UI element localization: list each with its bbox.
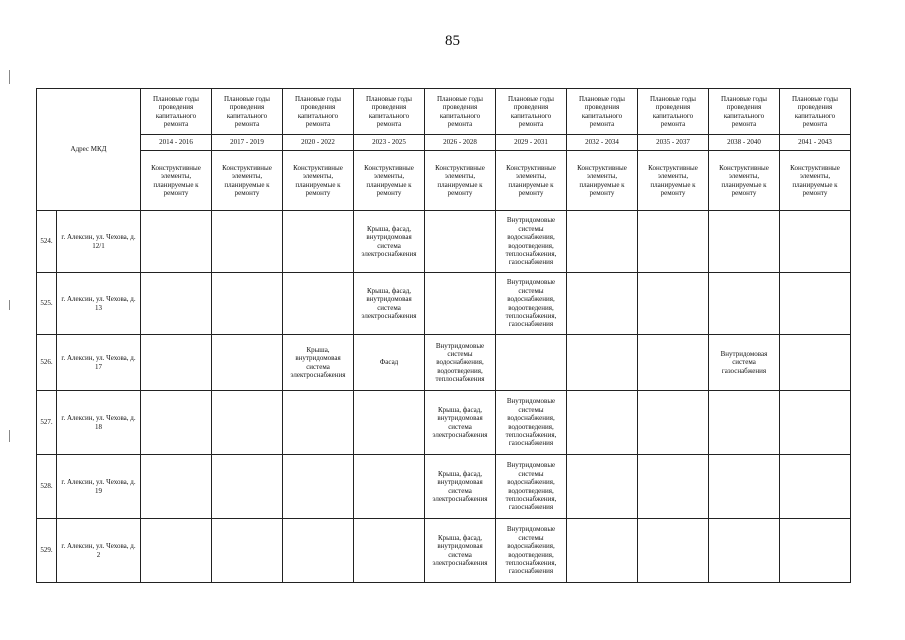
row-number: 525. — [37, 273, 57, 335]
period-years: 2014 - 2016 — [141, 135, 212, 151]
repair-elements-cell — [780, 519, 851, 583]
building-address: г. Алексин, ул. Чехова, д. 2 — [57, 519, 141, 583]
period-years: 2032 - 2034 — [567, 135, 638, 151]
period-subheading: Конструктивные элементы, планируемые к ремонту — [354, 151, 425, 211]
repair-elements-cell — [780, 335, 851, 391]
repair-elements-cell — [212, 455, 283, 519]
repair-elements-cell: Внутридомовые системы водоснабжения, водоотведения, теплоснабжения, газоснабжения — [496, 455, 567, 519]
repair-elements-cell — [638, 335, 709, 391]
repair-elements-cell: Внутридомовые системы водоснабжения, водоотведения, теплоснабжения — [425, 335, 496, 391]
table-row — [37, 455, 851, 519]
repair-elements-cell: Крыша, фасад, внутридомовая система электроснабжения — [425, 519, 496, 583]
repair-elements-cell — [141, 211, 212, 273]
row-number: 524. — [37, 211, 57, 273]
repair-elements-cell — [425, 211, 496, 273]
period-years: 2026 - 2028 — [425, 135, 496, 151]
period-heading: Плановые годы проведения капитального ремонта — [141, 89, 212, 135]
repair-elements-cell — [780, 455, 851, 519]
building-address: г. Алексин, ул. Чехова, д. 19 — [57, 455, 141, 519]
period-subheading: Конструктивные элементы, планируемые к ремонту — [283, 151, 354, 211]
period-heading: Плановые годы проведения капитального ремонта — [354, 89, 425, 135]
repair-elements-cell: Внутридомовые системы водоснабжения, водоотведения, теплоснабжения, газоснабжения — [496, 519, 567, 583]
capital-repair-plan-table — [36, 88, 851, 583]
repair-elements-cell — [709, 519, 780, 583]
table-row — [37, 335, 851, 391]
repair-elements-cell — [780, 211, 851, 273]
repair-elements-cell — [212, 519, 283, 583]
repair-elements-cell: Крыша, фасад, внутридомовая система электроснабжения — [354, 211, 425, 273]
repair-elements-cell: Крыша, фасад, внутридомовая система электроснабжения — [425, 455, 496, 519]
table-row — [37, 273, 851, 335]
building-address: г. Алексин, ул. Чехова, д. 17 — [57, 335, 141, 391]
period-heading: Плановые годы проведения капитального ремонта — [709, 89, 780, 135]
header-row — [37, 89, 851, 135]
table-row — [37, 391, 851, 455]
repair-elements-cell: Внутридомовые системы водоснабжения, водоотведения, теплоснабжения, газоснабжения — [496, 273, 567, 335]
repair-elements-cell: Крыша, внутридомовая система электроснабжения — [283, 335, 354, 391]
page-number: 85 — [445, 33, 460, 49]
period-years: 2017 - 2019 — [212, 135, 283, 151]
repair-elements-cell — [567, 211, 638, 273]
repair-elements-cell — [709, 211, 780, 273]
building-address: г. Алексин, ул. Чехова, д. 12/1 — [57, 211, 141, 273]
address-column-header: Адрес МКД — [37, 89, 141, 211]
repair-elements-cell — [354, 519, 425, 583]
repair-elements-cell — [283, 211, 354, 273]
period-heading: Плановые годы проведения капитального ремонта — [638, 89, 709, 135]
subheading-row — [37, 151, 851, 211]
repair-elements-cell — [709, 455, 780, 519]
repair-elements-cell — [283, 273, 354, 335]
repair-elements-cell — [141, 273, 212, 335]
repair-elements-cell — [141, 455, 212, 519]
repair-elements-cell: Фасад — [354, 335, 425, 391]
repair-elements-cell — [567, 519, 638, 583]
period-subheading: Конструктивные элементы, планируемые к ремонту — [425, 151, 496, 211]
repair-elements-cell: Крыша, фасад, внутридомовая система электроснабжения — [425, 391, 496, 455]
scan-edge-mark — [9, 300, 10, 310]
repair-elements-cell — [638, 455, 709, 519]
period-subheading: Конструктивные элементы, планируемые к ремонту — [638, 151, 709, 211]
repair-elements-cell — [141, 519, 212, 583]
period-subheading: Конструктивные элементы, планируемые к ремонту — [212, 151, 283, 211]
repair-elements-cell — [638, 211, 709, 273]
scan-edge-mark — [9, 430, 10, 442]
repair-elements-cell — [638, 391, 709, 455]
period-heading: Плановые годы проведения капитального ремонта — [567, 89, 638, 135]
period-heading: Плановые годы проведения капитального ремонта — [212, 89, 283, 135]
table-row — [37, 211, 851, 273]
repair-elements-cell — [141, 391, 212, 455]
repair-elements-cell: Крыша, фасад, внутридомовая система электроснабжения — [354, 273, 425, 335]
years-row — [37, 135, 851, 151]
period-subheading: Конструктивные элементы, планируемые к ремонту — [567, 151, 638, 211]
repair-elements-cell — [638, 273, 709, 335]
period-subheading: Конструктивные элементы, планируемые к ремонту — [780, 151, 851, 211]
repair-elements-cell — [141, 335, 212, 391]
repair-elements-cell — [638, 519, 709, 583]
table-row — [37, 519, 851, 583]
period-heading: Плановые годы проведения капитального ремонта — [780, 89, 851, 135]
repair-elements-cell — [212, 273, 283, 335]
row-number: 526. — [37, 335, 57, 391]
repair-elements-cell: Внутридомовая система газоснабжения — [709, 335, 780, 391]
period-heading: Плановые годы проведения капитального ремонта — [496, 89, 567, 135]
repair-elements-cell: Внутридомовые системы водоснабжения, водоотведения, теплоснабжения, газоснабжения — [496, 211, 567, 273]
repair-elements-cell — [283, 391, 354, 455]
repair-elements-cell — [354, 455, 425, 519]
repair-elements-cell — [709, 391, 780, 455]
period-years: 2041 - 2043 — [780, 135, 851, 151]
repair-elements-cell — [567, 391, 638, 455]
repair-elements-cell: Внутридомовые системы водоснабжения, водоотведения, теплоснабжения, газоснабжения — [496, 391, 567, 455]
repair-elements-cell — [567, 335, 638, 391]
row-number: 529. — [37, 519, 57, 583]
period-years: 2023 - 2025 — [354, 135, 425, 151]
repair-elements-cell — [709, 273, 780, 335]
period-heading: Плановые годы проведения капитального ремонта — [283, 89, 354, 135]
period-subheading: Конструктивные элементы, планируемые к ремонту — [141, 151, 212, 211]
scan-edge-mark — [9, 70, 10, 84]
repair-elements-cell — [354, 391, 425, 455]
repair-elements-cell — [567, 273, 638, 335]
building-address: г. Алексин, ул. Чехова, д. 13 — [57, 273, 141, 335]
repair-elements-cell — [567, 455, 638, 519]
repair-elements-cell — [283, 455, 354, 519]
period-subheading: Конструктивные элементы, планируемые к ремонту — [709, 151, 780, 211]
period-heading: Плановые годы проведения капитального ремонта — [425, 89, 496, 135]
period-years: 2035 - 2037 — [638, 135, 709, 151]
repair-elements-cell — [212, 211, 283, 273]
repair-elements-cell — [780, 391, 851, 455]
repair-elements-cell — [425, 273, 496, 335]
repair-elements-cell — [212, 335, 283, 391]
repair-elements-cell — [496, 335, 567, 391]
building-address: г. Алексин, ул. Чехова, д. 18 — [57, 391, 141, 455]
repair-elements-cell — [780, 273, 851, 335]
period-years: 2020 - 2022 — [283, 135, 354, 151]
table-body — [37, 89, 851, 583]
row-number: 527. — [37, 391, 57, 455]
repair-elements-cell — [283, 519, 354, 583]
row-number: 528. — [37, 455, 57, 519]
period-years: 2038 - 2040 — [709, 135, 780, 151]
period-subheading: Конструктивные элементы, планируемые к ремонту — [496, 151, 567, 211]
repair-elements-cell — [212, 391, 283, 455]
period-years: 2029 - 2031 — [496, 135, 567, 151]
